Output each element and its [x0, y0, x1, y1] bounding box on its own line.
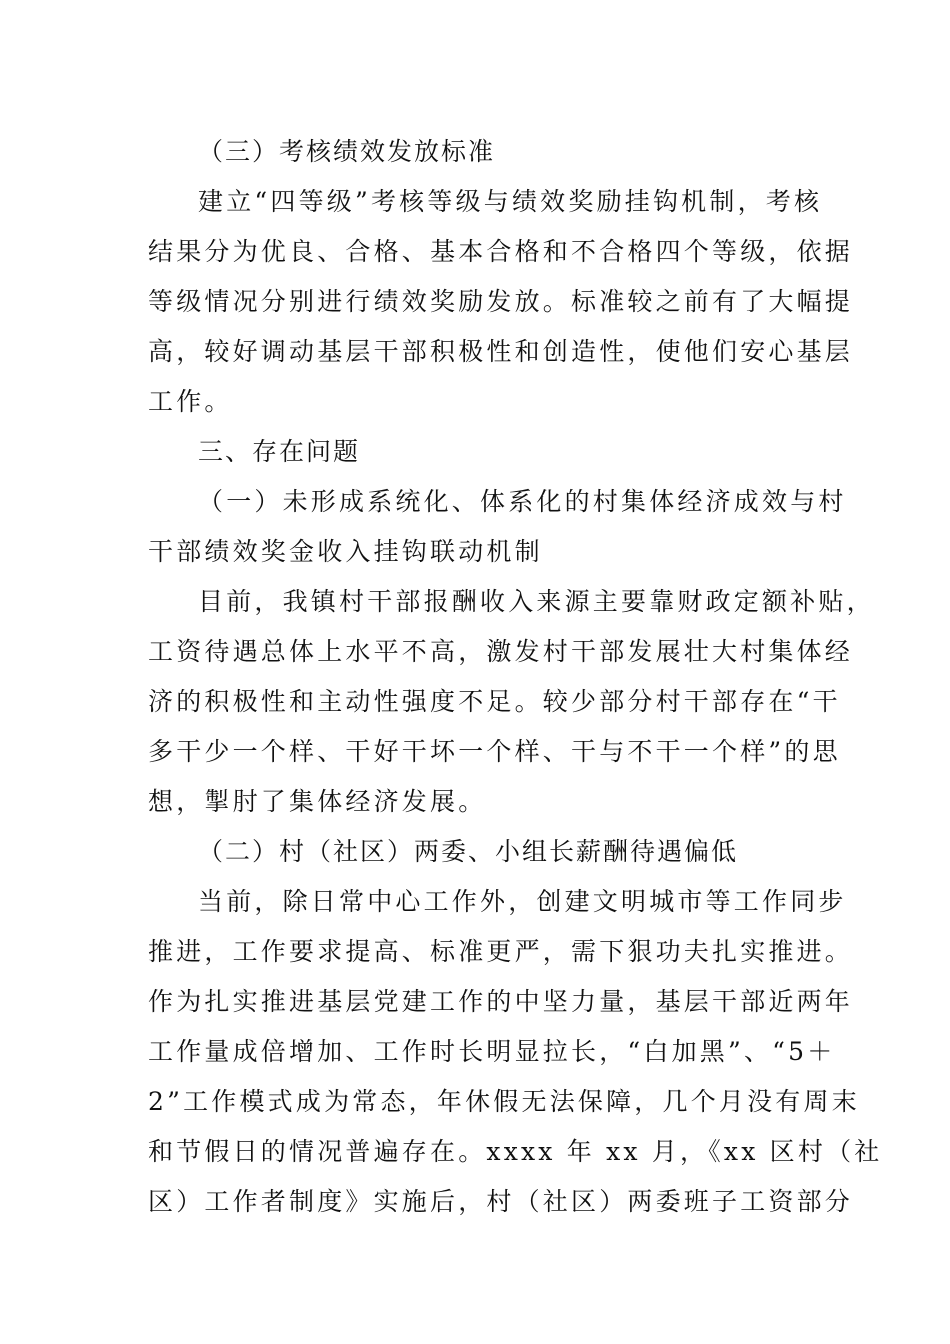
- paragraph-line: 作为扎实推进基层党建工作的中坚力量，基层干部近两年: [148, 987, 854, 1016]
- paragraph-line: 当前，除日常中心工作外，创建文明城市等工作同步: [198, 887, 847, 916]
- paragraph-line: 工作。: [148, 387, 233, 416]
- paragraph-line: 想，掣肘了集体经济发展。: [148, 787, 487, 816]
- paragraph-line: 建立“四等级”考核等级与绩效奖励挂钩机制，考核: [198, 187, 823, 216]
- part-heading-existing-problems: 三、存在问题: [198, 437, 361, 466]
- subsection-heading-1-cont: 干部绩效奖金收入挂钩联动机制: [148, 537, 543, 566]
- paragraph-line: 等级情况分别进行绩效奖励发放。标准较之前有了大幅提: [148, 287, 854, 316]
- paragraph-line: 和节假日的情况普遍存在。xxxx 年 xx 月，《xx 区村（社: [148, 1137, 883, 1166]
- paragraph-line: 结果分为优良、合格、基本合格和不合格四个等级，依据: [148, 237, 854, 266]
- paragraph-line: 区）工作者制度》实施后，村（社区）两委班子工资部分: [148, 1187, 854, 1216]
- paragraph-line: 工资待遇总体上水平不高，激发村干部发展壮大村集体经: [148, 637, 854, 666]
- paragraph-line: 多干少一个样、干好干坏一个样、干与不干一个样”的思: [148, 737, 841, 766]
- paragraph-line: 工作量成倍增加、工作时长明显拉长，“白加黑”、“5＋: [148, 1037, 836, 1066]
- paragraph-line: 高，较好调动基层干部积极性和创造性，使他们安心基层: [148, 337, 854, 366]
- paragraph-line: 2”工作模式成为常态，年休假无法保障，几个月没有周末: [148, 1087, 860, 1116]
- paragraph-line: 济的积极性和主动性强度不足。较少部分村干部存在“干: [148, 687, 841, 716]
- paragraph-line: 推进，工作要求提高、标准更严，需下狠功夫扎实推进。: [148, 937, 854, 966]
- subsection-heading-2: （二）村（社区）两委、小组长薪酬待遇偏低: [198, 837, 739, 866]
- paragraph-line: 目前，我镇村干部报酬收入来源主要靠财政定额补贴，: [198, 587, 875, 616]
- section-heading-assessment-standard: （三）考核绩效发放标准: [198, 137, 496, 166]
- subsection-heading-1: （一）未形成系统化、体系化的村集体经济成效与村: [198, 487, 847, 516]
